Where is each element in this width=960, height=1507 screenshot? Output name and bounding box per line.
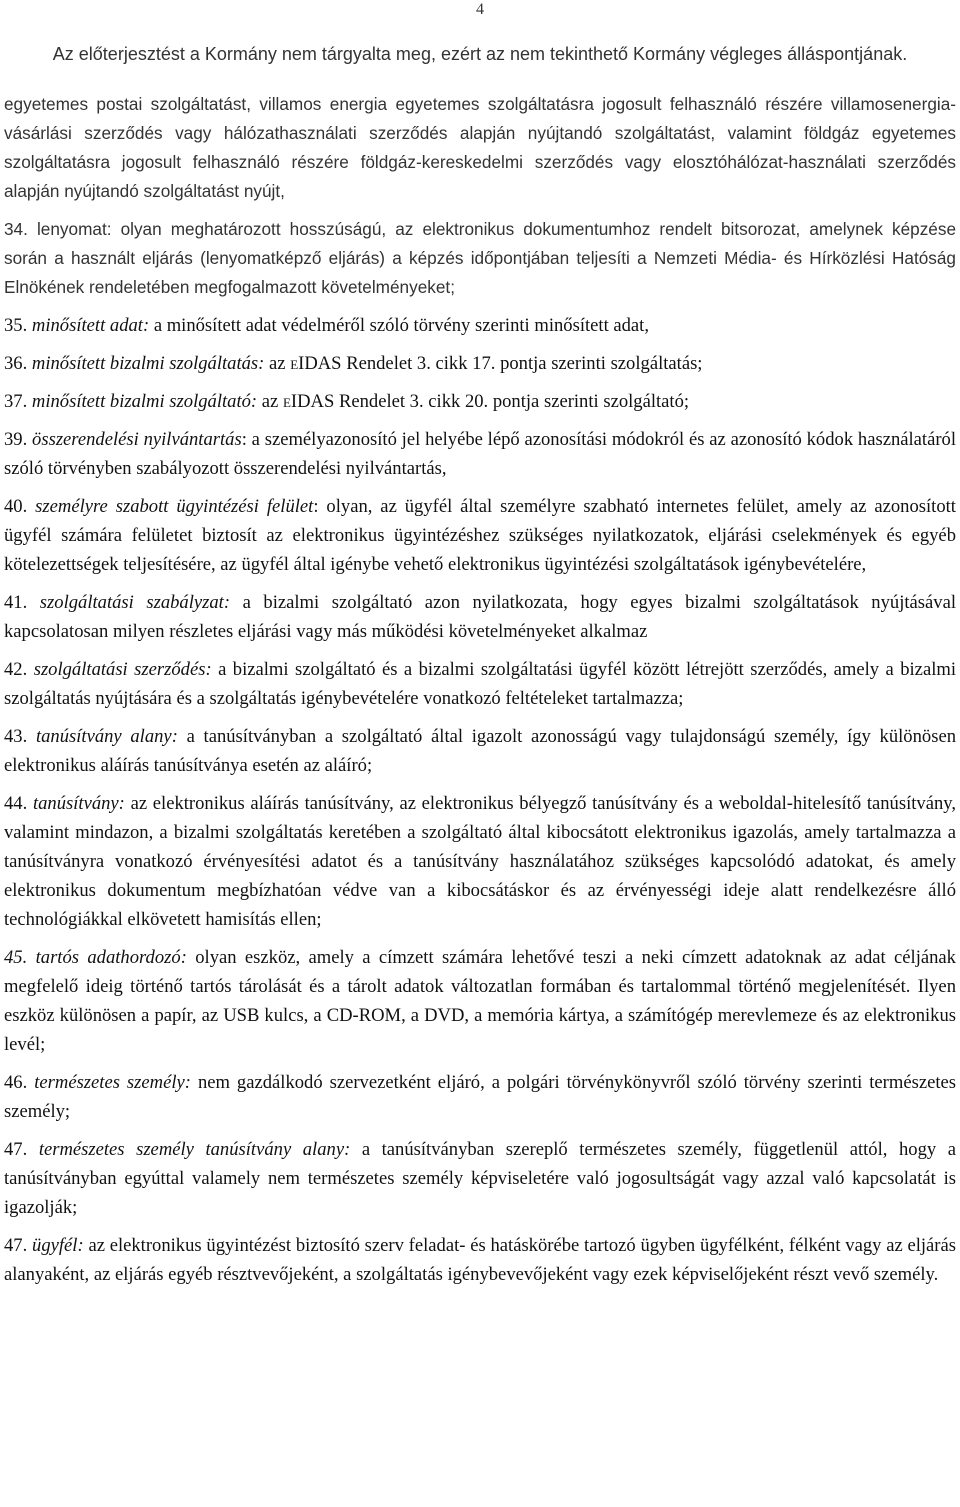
definition-36	[4, 349, 956, 378]
definition-41	[4, 588, 956, 646]
definition-number: 44.	[4, 793, 28, 814]
definition-number: 35.	[4, 315, 28, 336]
definition-number: 45.	[4, 947, 28, 968]
definition-45	[4, 943, 956, 1059]
definition-text: a bizalmi szolgáltató azon nyilatkozata, hogy egyes bizalmi szolgáltatások nyújtásával kapcsolatosan milyen részletes eljárási vagy más működési követelményeket alkalmaz	[4, 592, 956, 642]
definition-37	[4, 387, 956, 416]
definition-text: nem gazdálkodó szervezetként eljáró, a polgári törvénykönyvről szóló törvény szerinti természetes személy;	[4, 1072, 956, 1122]
definition-number: 43.	[4, 726, 28, 747]
definition-number: 34.	[4, 219, 28, 239]
definition-term: minősített bizalmi szolgáltató:	[31, 391, 258, 412]
definition-34	[4, 215, 956, 302]
definition-number: 46.	[4, 1072, 28, 1093]
definition-text-before: az	[269, 353, 286, 374]
definition-text-after: Rendelet 3. cikk 17. pontja szerinti szolgáltatás;	[346, 353, 703, 374]
definition-term: szolgáltatási szerződés:	[33, 659, 212, 680]
definition-text: az elektronikus ügyintézést biztosító szerv feladat- és hatáskörébe tartozó ügyben ügyfélként, félként vagy az eljárás alanyaként, az eljárás egyéb résztvevőjeként, a szolgáltatás igénybevevőjeként vagy ezek képviselőjeként részt vevő személy.	[4, 1235, 956, 1285]
definition-number: 40.	[4, 496, 28, 517]
definition-term: személyre szabott ügyintézési felület	[35, 496, 314, 517]
definition-term: természetes személy:	[34, 1072, 191, 1093]
definition-text-before: az	[261, 391, 279, 412]
definition-47b	[4, 1231, 956, 1289]
definition-43	[4, 722, 956, 780]
definition-text: a minősített adat védelméről szóló törvény szerinti minősített adat,	[153, 315, 649, 336]
definition-term: tanúsítvány:	[32, 793, 125, 814]
definition-40	[4, 492, 956, 579]
definition-text: : olyan, az ügyfél által személyre szabható internetes felület, amely az azonosított ügyfél számára felületet biztosít az elektronikus ügyintézéshez szükséges nyilatkozatok, eljárási cselekmények és egyéb kötelezettségek teljesítésére, az ügyfél által igénybe vehető elektronikus ügyintézési szolgáltatások igénybevételére,	[4, 496, 956, 575]
eidas-abbreviation: eIDAS	[282, 391, 335, 412]
definition-term: összerendelési nyilvántartás	[32, 429, 242, 450]
definition-number: 47.	[4, 1139, 28, 1160]
definition-term: tanúsítvány alany:	[35, 726, 178, 747]
definition-text: az elektronikus aláírás tanúsítvány, az elektronikus bélyegző tanúsítvány és a weboldal-hitelesítő tanúsítvány, valamint mindazon, a bizalmi szolgáltatás keretében a szolgáltató által kibocsátott elektronikus igazolás, amely tartalmazza a tanúsítványra vonatkozó érvényesítési adatot és a tanúsítvány használatához szükséges kapcsolódó adatokat, és amely elektronikus dokumentum megbízhatóan védve van a kibocsátáskor és az érvényességi ideje alatt rendelkezésre álló technológiákkal elkövetett hamisítás ellen;	[4, 793, 956, 930]
definition-text: a bizalmi szolgáltató és a bizalmi szolgáltatási ügyfél között létrejött szerződés, amely a bizalmi szolgáltatás nyújtására és a szolgáltatás igénybevételére vonatkozó feltételeket tartalmazza;	[4, 659, 956, 709]
definition-text: olyan meghatározott hosszúságú, az elektronikus dokumentumhoz rendelt bitsorozat, amelynek képzése során a használt eljárás (lenyomatképző eljárás) a képzés időpontjában teljesíti a Nemzeti Média- és Hírközlési Hatóság Elnökének rendeletében megfogalmazott követelményeket;	[4, 219, 957, 297]
definition-term: lenyomat:	[36, 219, 112, 239]
definition-text: olyan eszköz, amely a címzett számára lehetővé teszi a neki címzett adatoknak az adat céljának megfelelő ideig történő tartós tárolását és a tárolt adatok változatlan formában és tartalommal történő megjelenítését. Ilyen eszköz különösen a papír, az USB kulcs, a CD-ROM, a DVD, a memória kártya, a számítógép merevlemeze és az elektronikus levél;	[4, 947, 956, 1055]
definition-number: 37.	[4, 391, 28, 412]
definition-number: 42.	[4, 659, 28, 680]
definition-number: 41.	[4, 592, 28, 613]
definition-42	[4, 655, 956, 713]
definition-term: minősített adat:	[31, 315, 150, 336]
definition-term: természetes személy tanúsítvány alany:	[38, 1139, 351, 1160]
definition-term: tartós adathordozó:	[35, 947, 187, 968]
definition-39	[4, 425, 956, 483]
page-number: 4	[476, 1, 484, 18]
definition-number: 36.	[4, 353, 28, 374]
definition-text: : a személyazonosító jel helyébe lépő azonosítási módokról és az azonosító kódok használatáról szóló törvényben szabályozott összerendelési nyilvántartás,	[4, 429, 956, 479]
definition-text: a tanúsítványban szereplő természetes személy, függetlenül attól, hogy a tanúsítványban egyúttal valamely nem természetes személy képviseletére való jogosultságát vagy azzal való kapcsolatát is igazolják;	[4, 1139, 956, 1218]
definition-47a	[4, 1135, 956, 1222]
eidas-abbreviation: eIDAS	[290, 353, 342, 374]
definition-44	[4, 789, 956, 934]
definition-term: szolgáltatási szabályzat:	[39, 592, 231, 613]
definition-term: minősített bizalmi szolgáltatás:	[31, 353, 265, 374]
definition-text: a tanúsítványban a szolgáltató által igazolt azonosságú vagy tulajdonságú személy, így különösen elektronikus aláírás tanúsítványa esetén az aláíró;	[4, 726, 956, 776]
document-body	[4, 90, 956, 1298]
definition-35	[4, 311, 956, 340]
intro-fragment: egyetemes postai szolgáltatást, villamos energia egyetemes szolgáltatásra jogosult felhasználó részére villamosenergia-vásárlási szerződés vagy hálózathasználati szerződés alapján nyújtandó szolgáltatást, valamint földgáz egyetemes szolgáltatásra jogosult felhasználó részére földgáz-kereskedelmi szerződés vagy elosztóhálózat-használati szerződés alapján nyújtandó szolgáltatást nyújt,	[4, 94, 956, 201]
definition-46	[4, 1068, 956, 1126]
header-disclaimer: Az előterjesztést a Kormány nem tárgyalta meg, ezért az nem tekinthető Kormány végleges álláspontjának.	[52, 44, 908, 64]
definition-number: 47.	[4, 1235, 28, 1256]
definition-number: 39.	[4, 429, 28, 450]
definition-text-after: Rendelet 3. cikk 20. pontja szerinti szolgáltató;	[338, 391, 690, 412]
definition-term: ügyfél:	[32, 1235, 84, 1256]
